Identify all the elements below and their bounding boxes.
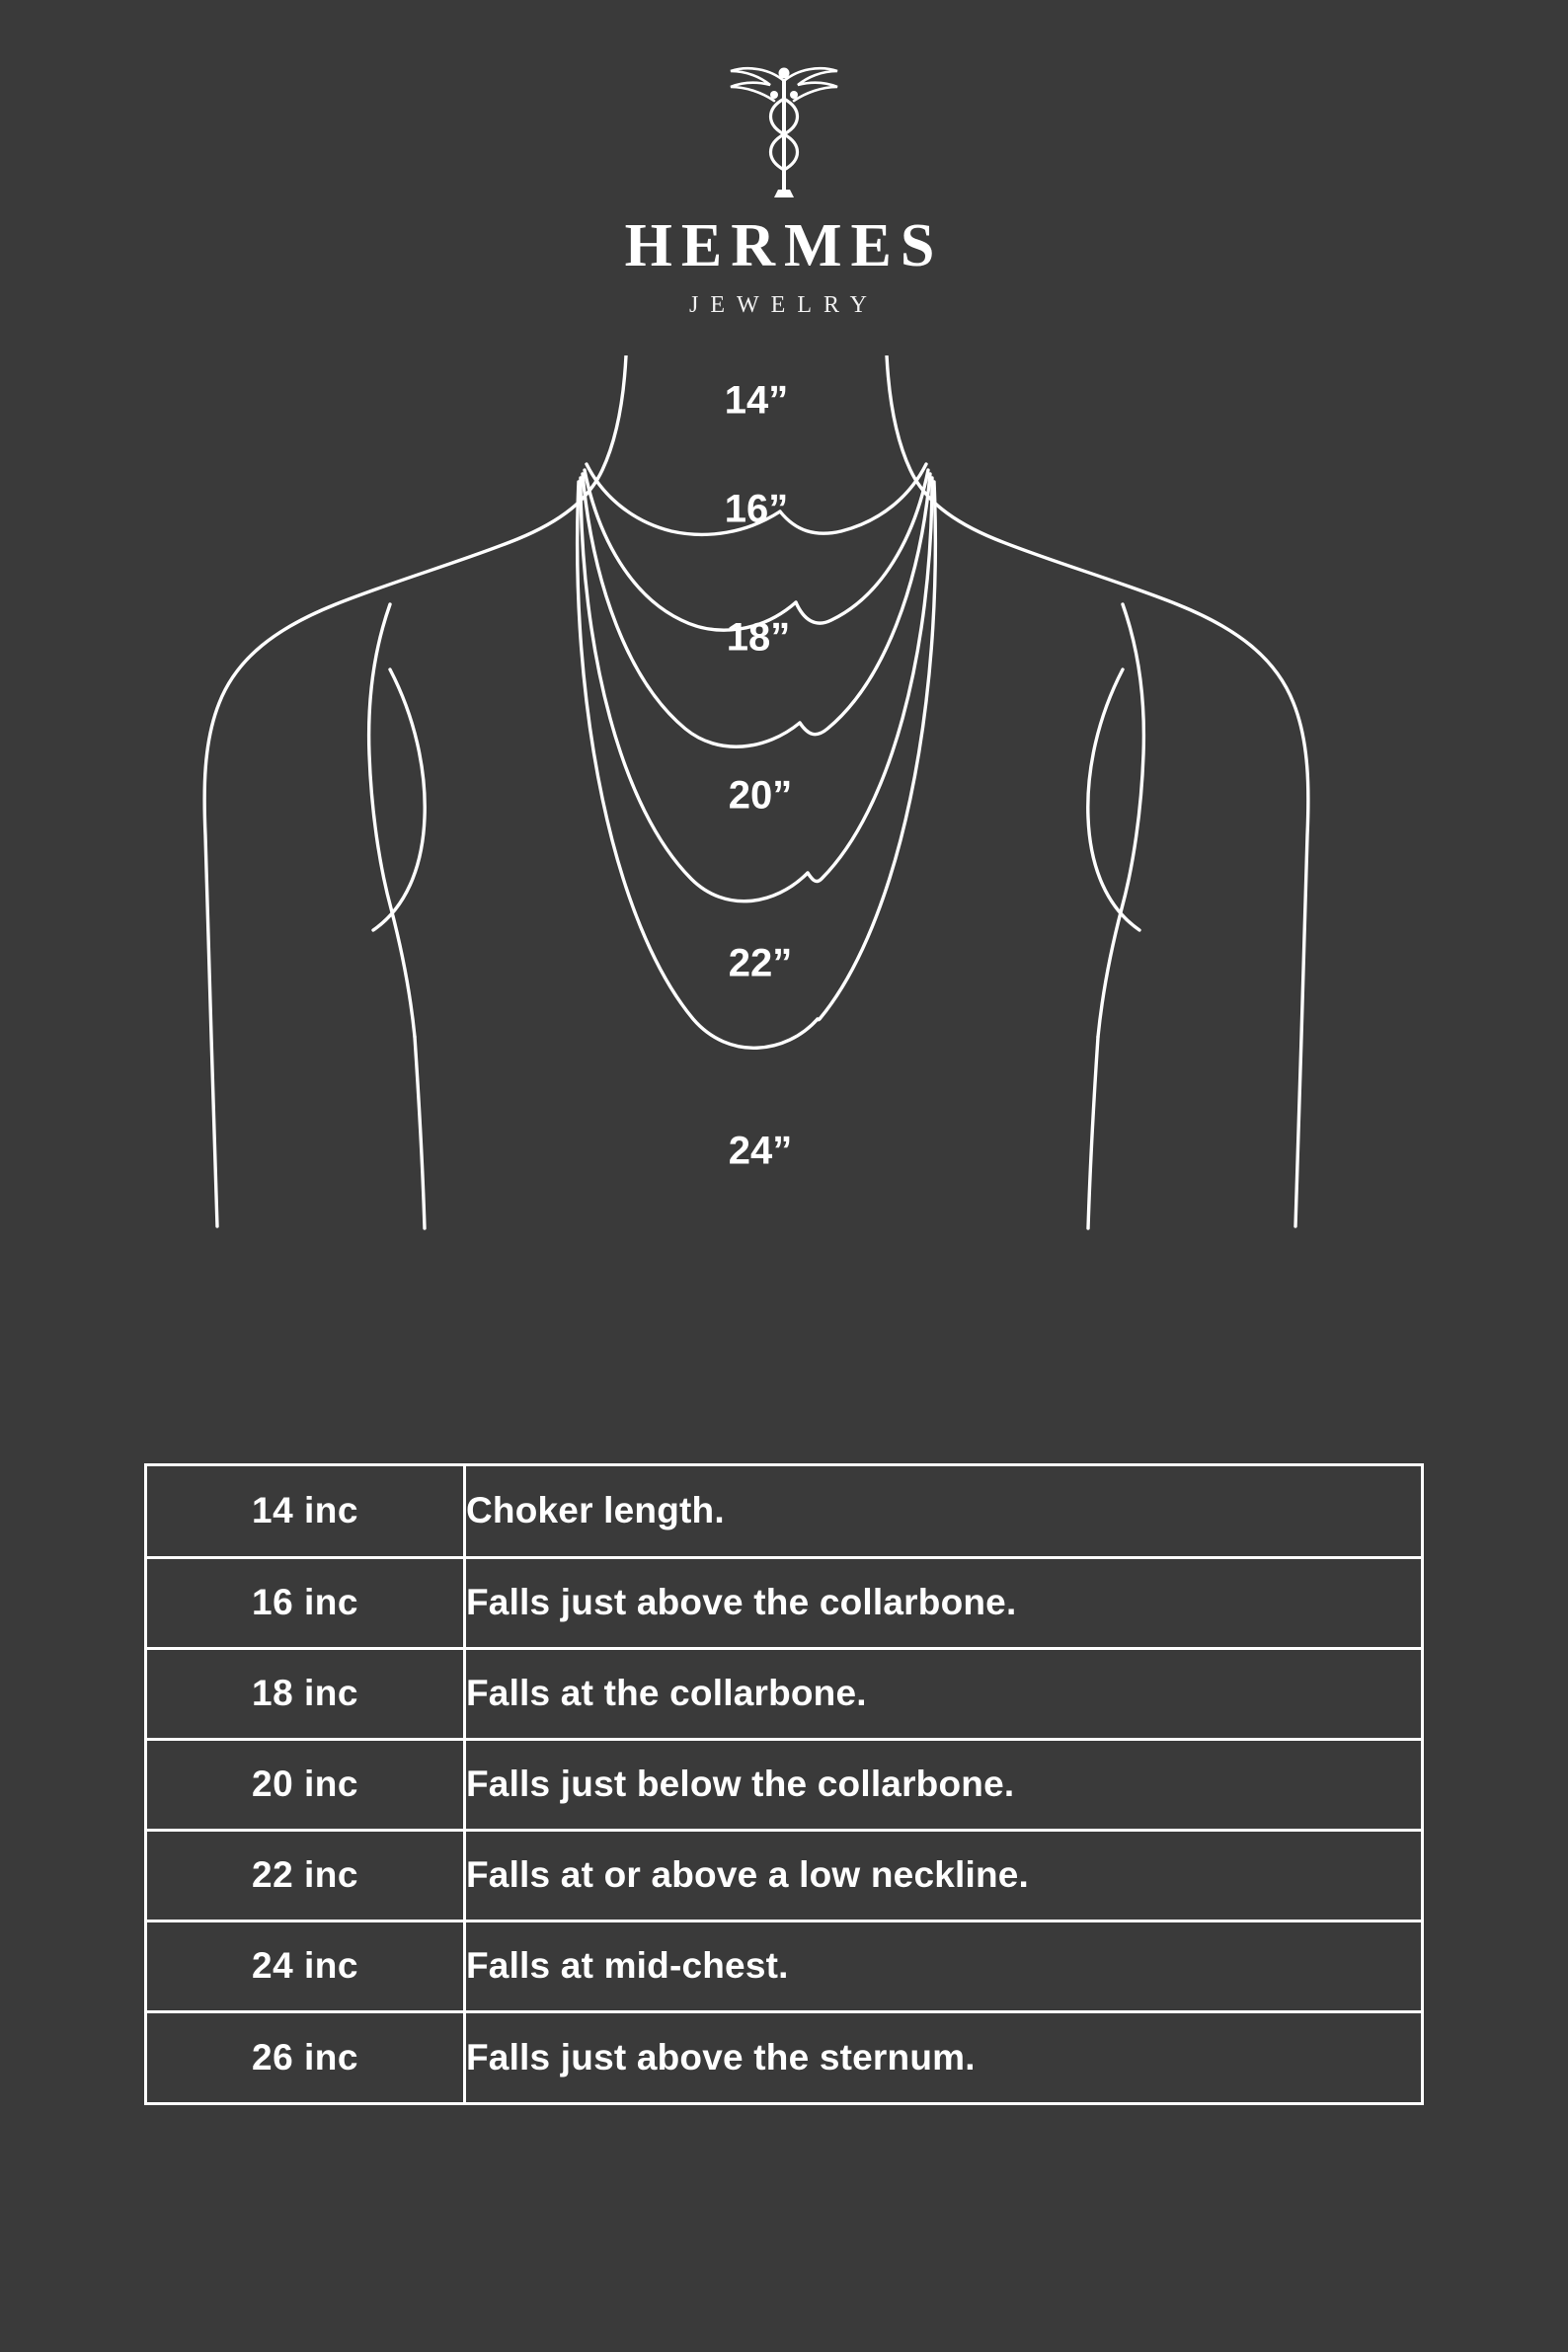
- description-cell: Falls at or above a low neckline.: [465, 1830, 1422, 1921]
- table-row: [147, 1557, 1421, 1648]
- description-cell: Falls at mid-chest.: [465, 1921, 1422, 2011]
- length-label-18: 18”: [726, 615, 791, 660]
- brand-name: HERMES: [624, 212, 944, 279]
- brand-subtitle: JEWELRY: [689, 292, 879, 318]
- table-row: [147, 2011, 1421, 2102]
- length-label-14: 14”: [724, 378, 789, 423]
- brand-header: [0, 59, 1568, 319]
- necklace-length-diagram: [0, 355, 1568, 1432]
- size-table-body: [147, 1466, 1421, 2102]
- size-guide-table: [144, 1463, 1424, 2105]
- length-label-20: 20”: [728, 773, 793, 818]
- caduceus-icon: [705, 59, 863, 207]
- length-label-22: 22”: [728, 941, 793, 985]
- size-cell: 20 inc: [147, 1739, 465, 1830]
- size-cell: 24 inc: [147, 1921, 465, 2011]
- length-label-16: 16”: [724, 487, 789, 531]
- length-label-24: 24”: [728, 1129, 793, 1173]
- table-row: [147, 1466, 1421, 1557]
- description-cell: Choker length.: [466, 1490, 725, 1531]
- table-row: [147, 1830, 1421, 1921]
- table-row: [147, 1648, 1421, 1739]
- size-cell: 18 inc: [147, 1648, 465, 1739]
- description-cell: Falls just above the collarbone.: [465, 1557, 1422, 1648]
- table-row: [147, 1921, 1421, 2011]
- size-cell: 22 inc: [147, 1830, 465, 1921]
- description-cell: Falls at the collarbone.: [465, 1648, 1422, 1739]
- size-cell: 26 inc: [147, 2011, 465, 2102]
- size-cell: 14 inc: [147, 1466, 465, 1557]
- description-cell: Falls just below the collarbone.: [465, 1739, 1422, 1830]
- size-cell: 16 inc: [147, 1557, 465, 1648]
- table-row: [147, 1739, 1421, 1830]
- description-cell: Falls just above the sternum.: [465, 2011, 1422, 2102]
